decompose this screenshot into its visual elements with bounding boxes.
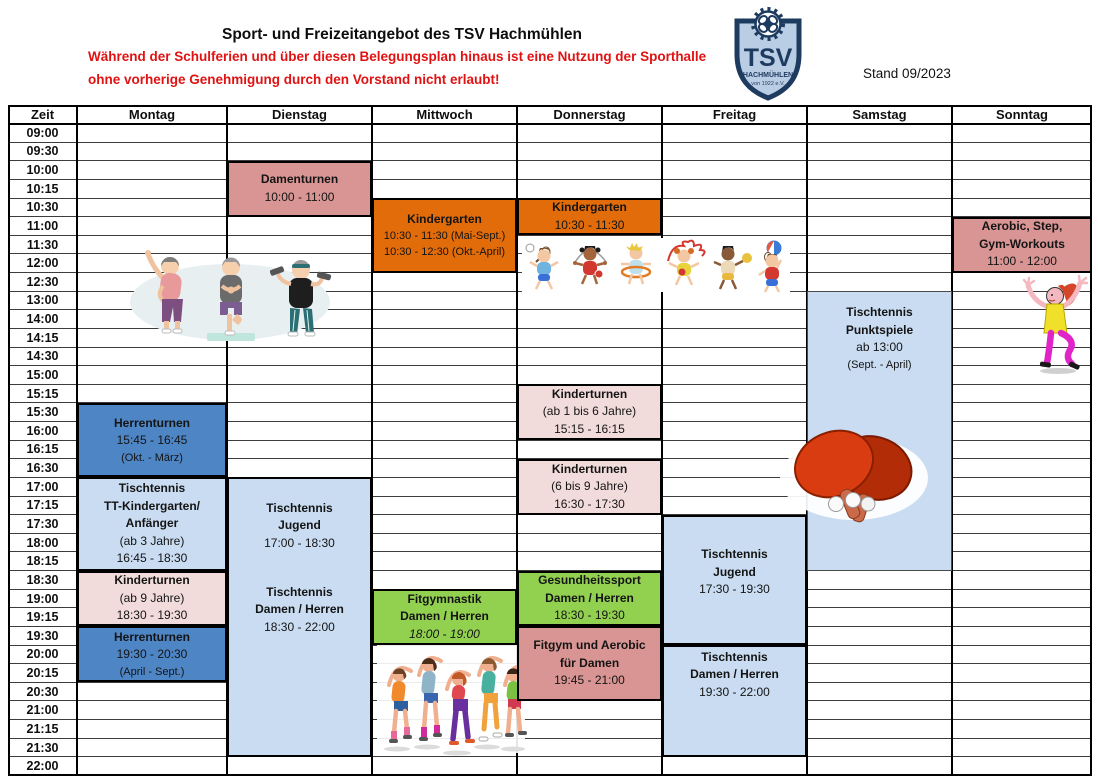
time-cell: 12:30 — [26, 274, 59, 289]
activity-text-line: Kindergarten — [407, 211, 482, 226]
activity-text-line: Jugend — [713, 564, 756, 579]
activity-text-line: 10:30 - 11:30 (Mai-Sept.) — [383, 230, 506, 242]
time-cell: 21:00 — [26, 703, 59, 718]
activity-label-group — [519, 461, 660, 514]
activity-text-line: Anfänger — [125, 516, 179, 531]
activity-text-line: 19:45 - 21:00 — [554, 673, 625, 688]
activity-text-line: (ab 3 Jahre) — [119, 533, 185, 548]
activity-text-line: (ab 9 Jahre) — [119, 590, 185, 605]
activity-text-line: Damen / Herren — [400, 609, 489, 624]
time-cell: 12:00 — [26, 256, 59, 271]
activity-label-group — [374, 591, 515, 644]
day-header-montag: Montag — [128, 106, 176, 122]
day-header-freitag: Freitag — [712, 106, 757, 122]
time-cell: 18:30 — [26, 572, 59, 587]
grid-row-line — [8, 719, 1092, 720]
activity-text-line: Tischtennis — [846, 305, 913, 320]
activity-text-line: Tischtennis — [701, 547, 768, 562]
activity-text-line: Damenturnen — [260, 172, 339, 187]
schedule-table — [8, 105, 1092, 776]
activity-label-group — [519, 199, 660, 234]
time-cell: 10:15 — [26, 181, 59, 196]
activity-label-group — [79, 572, 225, 625]
activity-label-group — [519, 637, 660, 690]
time-cell: 09:00 — [26, 125, 59, 140]
time-cell: 17:15 — [26, 498, 59, 513]
time-cell: 15:00 — [26, 367, 59, 382]
activity-label-group — [519, 572, 660, 625]
activity-text-line: Punktspiele — [845, 322, 914, 337]
time-cell: 14:30 — [26, 349, 59, 364]
header-bottom-line — [8, 123, 1092, 125]
time-cell: 19:00 — [26, 591, 59, 606]
activity-label-group — [664, 647, 805, 703]
activity-text-line: (ab 1 bis 6 Jahre) — [542, 404, 637, 419]
activity-text-line: 18:00 - 19:00 — [409, 626, 480, 641]
activity-text-line: Gym-Workouts — [979, 236, 1065, 251]
activity-text-line: 19:30 - 20:30 — [116, 647, 188, 662]
grid-row-line — [8, 160, 1092, 161]
stand-date: Stand 09/2023 — [863, 66, 951, 81]
logo-text-sub: HACHMÜHLEN — [742, 72, 794, 79]
fitness-group-clipart — [375, 643, 527, 762]
activity-label-group — [519, 386, 660, 439]
day-header-sonntag: Sonntag — [996, 106, 1048, 122]
activity-text-line: Tischtennis — [266, 584, 333, 599]
activity-text-line: 16:45 - 18:30 — [116, 551, 188, 566]
time-cell: 15:30 — [26, 405, 59, 420]
activity-block-kinderturnen-ab9 — [77, 571, 227, 627]
activity-block-tischtennis-damen-freitag — [662, 645, 807, 757]
time-cell: 21:30 — [26, 740, 59, 755]
logo-text-year: von 1922 e.V. — [751, 81, 785, 87]
activity-label-group — [954, 218, 1090, 271]
activity-text-line: Jugend — [278, 518, 321, 533]
activity-block-herrenturnen-sommer — [77, 626, 227, 682]
activity-text-line: (April - Sept.) — [119, 665, 185, 678]
activity-label-group — [79, 415, 225, 466]
activity-label-group — [229, 171, 370, 206]
time-cell: 11:00 — [26, 218, 59, 233]
activity-block-kinderturnen-1-6 — [517, 384, 662, 440]
activity-text-line: 18:30 - 19:30 — [116, 608, 188, 623]
activity-text-line: 10:00 - 11:00 — [264, 189, 335, 204]
activity-text-line: Tischtennis — [266, 500, 333, 515]
time-cell: 10:00 — [26, 163, 59, 178]
activity-block-tischtennis-jugend-freitag — [662, 515, 807, 645]
activity-label-group — [229, 573, 370, 648]
activity-block-herrenturnen-winter — [77, 403, 227, 478]
grid-row-line — [8, 179, 1092, 180]
time-cell: 16:00 — [26, 423, 59, 438]
activity-text-line: Aerobic, Step, — [981, 219, 1063, 234]
activity-text-line: 16:30 - 17:30 — [554, 496, 625, 511]
tsv-logo — [730, 6, 806, 102]
time-cell: 16:30 — [26, 461, 59, 476]
activity-text-line: Kinderturnen — [551, 386, 628, 401]
activity-block-fitgymnastik — [372, 589, 517, 645]
activity-text-line: Damen / Herren — [545, 590, 634, 605]
activity-block-fitgym-aerobic-damen — [517, 626, 662, 701]
time-cell: 11:30 — [26, 237, 59, 252]
activity-text-line: 17:00 - 18:30 — [264, 535, 335, 550]
activity-text-line: 10:30 - 11:30 — [554, 217, 625, 232]
time-cell: 20:15 — [26, 666, 59, 681]
time-cell: 13:00 — [26, 293, 59, 308]
activity-block-kindergarten-donnerstag — [517, 198, 662, 235]
time-cell: 14:00 — [26, 312, 59, 327]
activity-text-line: 15:15 - 16:15 — [554, 421, 625, 436]
activity-label-group — [229, 479, 370, 572]
grid-row-line — [8, 756, 1092, 757]
activity-text-line: Fitgym und Aerobic — [533, 638, 646, 653]
activity-text-line: Fitgymnastik — [407, 591, 482, 606]
grid-row-line — [8, 142, 1092, 143]
notice-line-1: Während der Schulferien und über diesen Belegungsplan hinaus ist eine Nutzung der Sporthalle — [88, 49, 707, 64]
activity-text-line: 19:30 - 22:00 — [699, 684, 770, 699]
activity-text-line: 18:30 - 19:30 — [554, 608, 625, 623]
activity-text-line: für Damen — [559, 655, 620, 670]
time-cell: 17:30 — [26, 517, 59, 531]
activity-text-line: Herrenturnen — [113, 415, 190, 430]
time-cell: 22:00 — [26, 759, 59, 774]
time-cell: 18:00 — [26, 535, 59, 550]
activity-text-line: 17:30 - 19:30 — [699, 582, 770, 597]
activity-text-line: (Sept. - April) — [847, 358, 912, 371]
activity-label-group — [808, 292, 951, 385]
activity-label-group — [79, 629, 225, 680]
time-cell: 19:15 — [26, 610, 59, 625]
activity-block-gesundheitssport — [517, 571, 662, 627]
tsv-logo-shield — [730, 6, 806, 102]
activity-text-line: Kindergarten — [552, 200, 627, 215]
activity-text-line: (6 bis 9 Jahre) — [551, 479, 628, 493]
time-cell: 09:30 — [26, 144, 59, 159]
time-cell: 10:30 — [26, 200, 59, 215]
activity-text-line: Tischtennis — [118, 481, 186, 496]
activity-text-line: Kinderturnen — [114, 573, 190, 588]
activity-text-line: TT-Kindergarten/ — [103, 498, 200, 513]
time-cell: 14:15 — [26, 330, 59, 345]
day-header-samstag: Samstag — [852, 106, 907, 122]
time-cell: 18:15 — [26, 554, 59, 569]
activity-block-tischtennis-dienstag — [227, 477, 372, 756]
time-cell: 19:30 — [26, 628, 59, 643]
seniors-exercising-clipart — [125, 240, 335, 352]
day-header-donnerstag: Donnerstag — [553, 106, 626, 122]
activity-label-group — [374, 211, 515, 261]
page-title: Sport- und Freizeitangebot des TSV Hachmühlen — [222, 26, 582, 43]
activity-text-line: 10:30 - 12:30 (Okt.-April) — [383, 246, 506, 258]
activity-block-kindergarten-mittwoch — [372, 198, 517, 273]
activity-block-kinderturnen-6-9 — [517, 459, 662, 515]
activity-text-line: (Okt. - März) — [121, 451, 183, 464]
logo-text-main: TSV — [743, 44, 793, 72]
time-cell: 15:15 — [26, 386, 59, 401]
kids-playing-clipart — [522, 236, 790, 297]
time-cell: 17:00 — [26, 479, 59, 494]
time-cell: 16:15 — [26, 442, 59, 457]
time-column-header: Zeit — [30, 106, 55, 122]
activity-label-group — [664, 517, 805, 629]
time-cell: 20:00 — [26, 647, 59, 662]
day-header-dienstag: Dienstag — [272, 106, 327, 122]
activity-text-line: Damen / Herren — [690, 667, 779, 682]
activity-text-line: 18:30 - 22:00 — [264, 619, 335, 634]
activity-text-line: 15:45 - 16:45 — [116, 433, 188, 448]
aerobic-dancer-clipart — [1018, 270, 1092, 381]
activity-block-aerobic-step-gym — [952, 217, 1092, 273]
activity-text-line: Herrenturnen — [113, 629, 190, 644]
day-header-mittwoch: Mittwoch — [416, 106, 473, 122]
activity-text-line: Tischtennis — [701, 649, 768, 664]
activity-text-line: Damen / Herren — [255, 602, 344, 617]
activity-block-tt-kindergarten-anfaenger — [77, 477, 227, 570]
activity-label-group — [79, 480, 225, 568]
activity-text-line: ab 13:00 — [856, 340, 903, 355]
time-cell: 20:30 — [26, 684, 59, 699]
activity-block-damenturnen — [227, 161, 372, 217]
time-cell: 21:15 — [26, 721, 59, 736]
grid-row-line — [8, 738, 1092, 739]
activity-text-line: 11:00 - 12:00 — [987, 254, 1057, 269]
notice-line-2: ohne vorherige Genehmigung durch den Vorstand nicht erlaubt! — [88, 72, 500, 87]
activity-text-line: Kinderturnen — [551, 461, 628, 476]
activity-text-line: Gesundheitssport — [538, 573, 641, 588]
table-tennis-paddles-clipart — [776, 428, 932, 531]
